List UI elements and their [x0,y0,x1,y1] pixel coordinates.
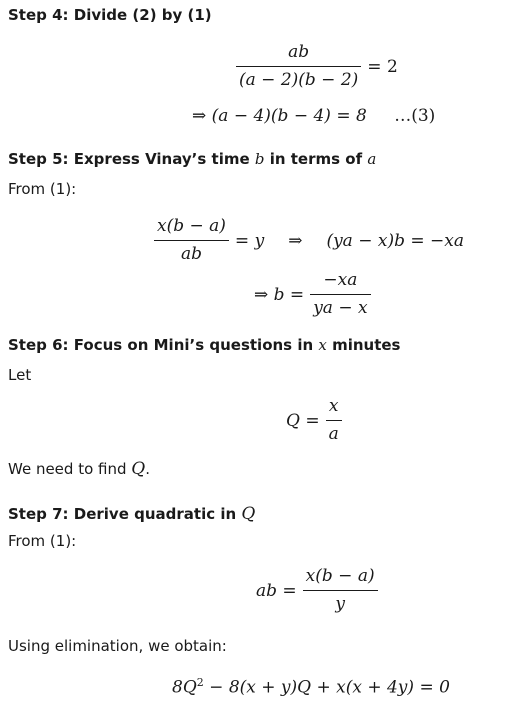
step4-fraction [236,42,361,92]
step6-eq-fraction [326,396,342,446]
step6-find-prefix: We need to find [8,460,132,478]
step7-equation [256,566,378,616]
step7-final-exponent: 2 [196,676,204,689]
step5-eq2-lhs: ⇒ b = [254,284,305,305]
step4-line2 [192,106,435,126]
step6-find-text [8,459,150,479]
step5-eq2-fraction [310,270,370,320]
step5-heading [8,150,376,168]
step7-final-part1: 8Q [172,677,197,698]
step6-eq-denominator: a [328,424,339,445]
step5-eq1-right: (ya − x)b = −xa [326,230,464,251]
step7-final-equation [172,676,450,698]
step7-heading [8,504,255,524]
step7-heading-text: Step 7: Derive quadratic in [8,505,242,523]
step4-fraction-equation [236,42,398,92]
step5-eq1-fraction [154,216,229,266]
step7-from-text: From (1): [8,532,77,550]
step5-eq2-denominator: ya − x [313,298,368,319]
step5-heading-text: Step 5: Express Vinay’s time [8,150,255,168]
step6-heading-var-x: x [318,336,327,354]
step5-eq1-arrow: ⇒ [288,230,303,251]
step6-find-var-q: Q [131,459,146,479]
step5-equation2 [254,270,371,320]
step5-eq1-denominator: ab [180,244,202,265]
step5-eq2-numerator: −xa [310,270,370,295]
step5-eq1-numerator: x(b − a) [154,216,229,241]
step4-heading: Step 4: Divide (2) by (1) [8,6,212,24]
step6-let-text: Let [8,366,32,384]
step6-eq-lhs: Q = [286,410,320,431]
step6-heading-suffix: minutes [326,336,401,354]
step4-fraction-rhs: = 2 [367,56,398,77]
step5-from-text: From (1): [8,180,77,198]
step7-eq-denominator: y [335,594,345,615]
step4-line2-equation: ⇒ (a − 4)(b − 4) = 8 [192,106,367,126]
step5-eq1-rhs: = y [234,230,265,251]
step6-eq-numerator: x [326,396,342,421]
step7-final-part2: − 8(x + y)Q + x(x + 4y) = 0 [203,677,450,698]
step6-find-suffix: . [145,460,150,478]
step5-heading-var-b: b [254,150,265,168]
step5-heading-var-a: a [367,150,377,168]
step7-eq-numerator: x(b − a) [303,566,378,591]
step7-eq-lhs: ab = [256,580,297,601]
step7-eq-fraction [303,566,378,616]
step7-elimination-text: Using elimination, we obtain: [8,637,227,655]
step4-equation-tag: …(3) [394,106,436,126]
step4-fraction-denominator: (a − 2)(b − 2) [239,70,359,91]
step7-heading-var-q: Q [241,504,256,524]
step6-heading [8,336,400,354]
step5-heading-text-mid: in terms of [264,150,368,168]
step6-heading-text: Step 6: Focus on Mini’s questions in [8,336,319,354]
step6-equation [286,396,342,446]
step5-equation1 [154,216,464,266]
step4-fraction-numerator: ab [236,42,361,67]
